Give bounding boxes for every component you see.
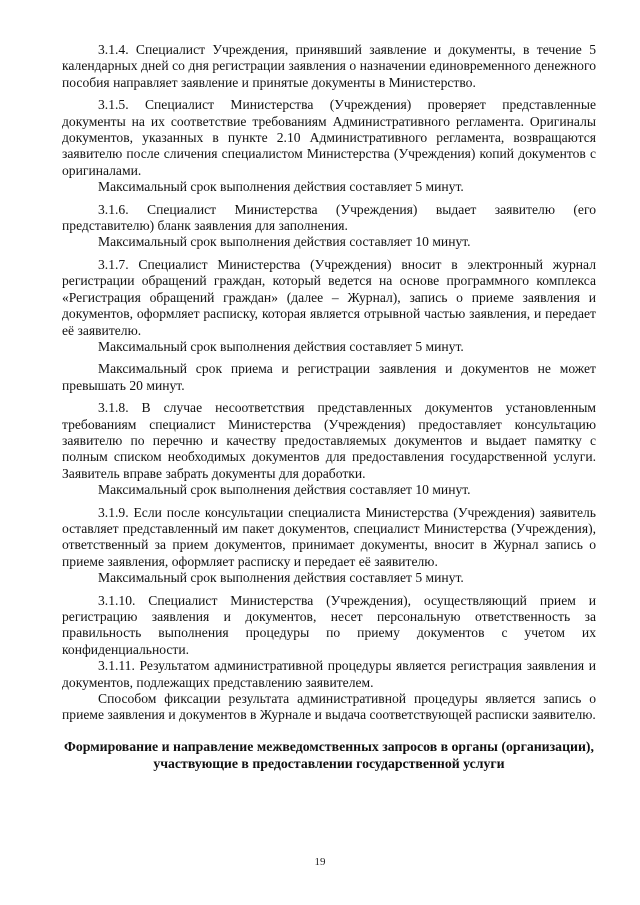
paragraph-fixation-method: Способом фиксации результата административной процедуры является запись о приеме заявления и документов в Журнале и выдача соответствующей расписки заявителю. <box>62 691 596 723</box>
page-number: 19 <box>314 856 326 868</box>
paragraph-time-limit: Максимальный срок выполнения действия составляет 10 минут. <box>98 234 471 250</box>
paragraph-time-limit: Максимальный срок выполнения действия составляет 5 минут. <box>98 570 464 586</box>
paragraph-3-1-5: 3.1.5. Специалист Министерства (Учреждения) проверяет представленные документы на их соответствие требованиям Административного регламента. Оригиналы документов, указанных в пункте 2.10 Административного регламента, возвращаются заявителю после сличения специалистом Министерства (Учреждения) копий документов с оригиналами. <box>62 97 596 178</box>
paragraph-3-1-6: 3.1.6. Специалист Министерства (Учреждения) выдает заявителю (его представителю) бланк заявления для заполнения. <box>62 201 596 234</box>
paragraph-time-limit: Максимальный срок выполнения действия составляет 10 минут. <box>98 482 471 498</box>
paragraph-3-1-9: 3.1.9. Если после консультации специалиста Министерства (Учреждения) заявитель оставляет представленный им пакет документов, специалист Министерства (Учреждения), ответственный за прием документов, принимает документы, вносит в Журнал запись о приеме заявления, оформляет расписку и передает её заявителю. <box>62 504 596 569</box>
paragraph-time-limit: Максимальный срок выполнения действия составляет 5 минут. <box>98 338 464 354</box>
paragraph-time-limit: Максимальный срок выполнения действия составляет 5 минут. <box>98 179 464 195</box>
paragraph-3-1-7: 3.1.7. Специалист Министерства (Учреждения) вносит в электронный журнал регистрации обращений граждан, который ведется на основе программного комплекса «Регистрация обращений граждан» (далее – Журнал), запись о приеме заявления и документов, оформляет расписку, которая является отрывной частью заявления, и передает её заявителю. <box>62 256 596 338</box>
paragraph-3-1-4: 3.1.4. Специалист Учреждения, принявший заявление и документы, в течение 5 календарных дней со дня регистрации заявления о назначении единовременного денежного пособия направляет заявление и принятые документы в Министерство. <box>62 42 596 90</box>
document-page <box>62 42 596 772</box>
paragraph-total-time-limit: Максимальный срок приема и регистрации заявления и документов не может превышать 20 минут. <box>62 361 596 393</box>
paragraph-3-1-10: 3.1.10. Специалист Министерства (Учреждения), осуществляющий прием и регистрацию заявления и документов, несет персональную ответственность за правильность выполнения процедуры по приему документов с учетом их конфиденциальности. <box>62 592 596 657</box>
section-heading: Формирование и направление межведомственных запросов в органы (организации), участвующие в предоставлении государственной услуги <box>64 738 594 771</box>
paragraph-3-1-11: 3.1.11. Результатом административной процедуры является регистрация заявления и документов, подлежащих представлению заявителем. <box>62 658 596 690</box>
paragraph-3-1-8: 3.1.8. В случае несоответствия представленных документов установленным требованиям специалист Министерства (Учреждения) предоставляет консультацию заявителю по перечню и качеству предоставляемых документов и выдает памятку с полным списком необходимых документов для предоставления государственной услуги. Заявитель вправе забрать документы для доработки. <box>62 400 596 481</box>
